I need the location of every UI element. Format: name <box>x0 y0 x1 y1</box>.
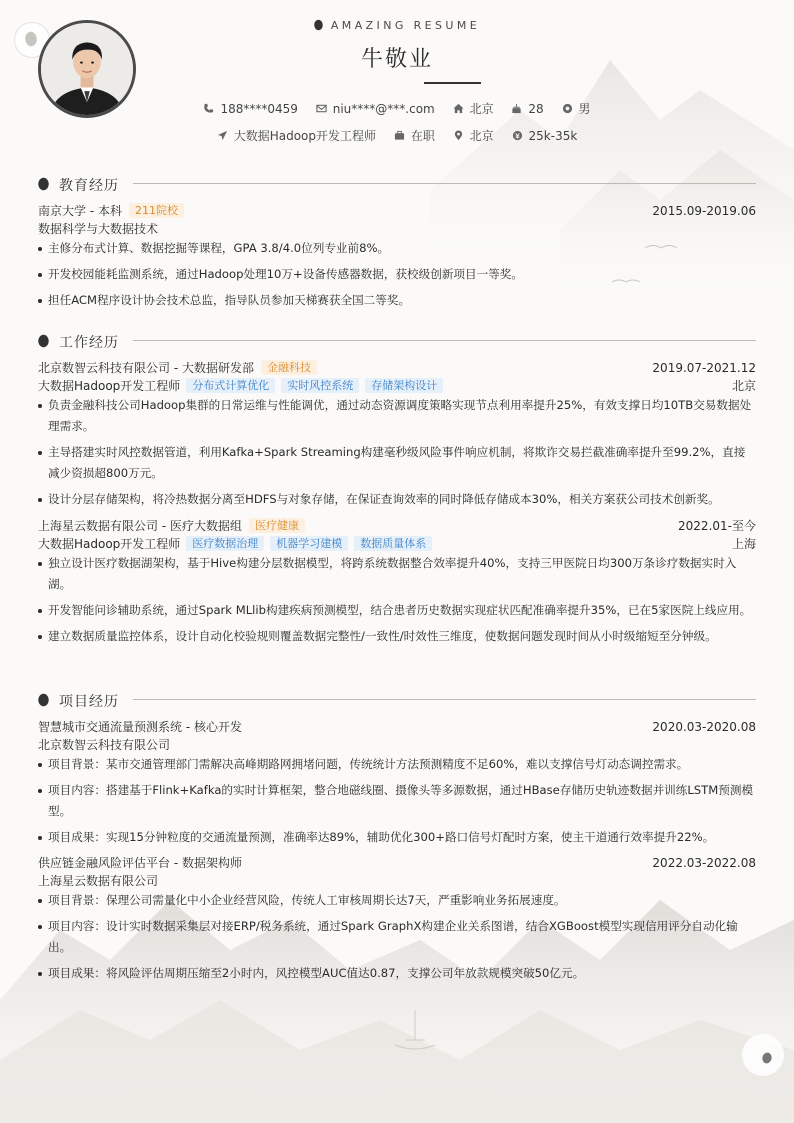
section-divider <box>133 699 756 700</box>
gender-icon <box>562 103 573 114</box>
section-divider <box>133 340 756 341</box>
decor-circle <box>742 1034 784 1076</box>
education-section-title: 教育经历 <box>38 174 756 194</box>
home-icon <box>453 103 464 114</box>
list-item: 项目内容：搭建基于Flink+Kafka的实时计算框架，整合地磁线圈、摄像头等多源数据，通过HBase存储历史轨迹数据并训练LSTM预测模型。 <box>38 780 756 822</box>
salary-info: 25k-35k <box>512 129 578 143</box>
skill-tag: 实时风控系统 <box>281 378 359 393</box>
candidate-name: 牛敬业 <box>360 47 433 72</box>
skill-tag: 数据质量体系 <box>354 536 432 551</box>
work-role-row <box>38 535 756 553</box>
ink-drop-icon <box>36 692 52 708</box>
work-entry <box>38 517 756 647</box>
list-item: 项目成果：将风险评估周期压缩至2小时内，风控模型AUC值达0.87，支撑公司年放款规模突破50亿元。 <box>38 963 756 984</box>
skill-tag: 机器学习建模 <box>270 536 348 551</box>
skill-tag: 分布式计算优化 <box>186 378 275 393</box>
job-role: 大数据Hadoop开发工程师 <box>38 537 181 551</box>
name-underline <box>424 82 481 84</box>
list-item: 建立数据质量监控体系，设计自动化校验规则覆盖数据完整性/一致性/时效性三维度，使数据问题发现时间从小时级缩短至分钟级。 <box>38 626 756 647</box>
list-item: 开发智能问诊辅助系统，通过Spark MLlib构建疾病预测模型，结合患者历史数据实现症状匹配准确率提升35%，已在5家医院上线应用。 <box>38 600 756 621</box>
work-role-row <box>38 377 756 395</box>
ink-drop-icon <box>36 176 52 192</box>
briefcase-icon <box>394 130 405 141</box>
project-section-title: 项目经历 <box>38 690 756 710</box>
project-company: 上海星云数据有限公司 <box>38 874 159 888</box>
company-name: 北京数智云科技有限公司 - 大数据研发部 <box>38 361 254 375</box>
phone-icon <box>203 103 214 114</box>
contact-row-2 <box>0 127 794 144</box>
project-header <box>38 718 756 736</box>
project-bullets <box>38 890 756 984</box>
work-header <box>38 359 756 377</box>
school-name: 南京大学 - 本科 <box>38 204 122 218</box>
ink-drop-icon <box>36 333 52 349</box>
skill-tag: 医疗数据治理 <box>186 536 264 551</box>
ink-drop-icon <box>312 18 325 31</box>
list-item: 设计分层存储架构，将冷热数据分离至HDFS与对象存储，在保证查询效率的同时降低存储成本30%，相关方案获公司技术创新奖。 <box>38 489 756 510</box>
hometown-info: 北京 <box>453 100 494 117</box>
work-city: 上海 <box>731 537 756 551</box>
skill-tag: 存储架构设计 <box>365 378 443 393</box>
project-entry <box>38 854 756 984</box>
list-item: 担任ACM程序设计协会技术总监，指导队员参加天梯赛获全国二等奖。 <box>38 290 756 311</box>
project-bullets <box>38 754 756 848</box>
contact-row-1 <box>0 100 794 117</box>
location-pin-icon <box>453 130 464 141</box>
list-item: 项目背景：保理公司需量化中小企业经营风险，传统人工审核周期长达7天，严重影响业务拓展速度。 <box>38 890 756 911</box>
list-item: 开发校园能耗监测系统，通过Hadoop处理10万+设备传感器数据，获校级创新项目一等奖。 <box>38 264 756 285</box>
major: 数据科学与大数据技术 <box>38 222 159 236</box>
list-item: 项目背景：某市交通管理部门需解决高峰期路网拥堵问题，传统统计方法预测精度不足60%，难以支撑信号灯动态调控需求。 <box>38 754 756 775</box>
project-header <box>38 854 756 872</box>
education-bullets <box>38 238 756 311</box>
school-tag: 211院校 <box>129 203 184 218</box>
list-item: 项目内容：设计实时数据采集层对接ERP/税务系统，通过Spark GraphX构建企业关系图谱，结合XGBoost模型实现信用评分自动化输出。 <box>38 916 756 958</box>
project-name: 智慧城市交通流量预测系统 - 核心开发 <box>38 720 242 734</box>
list-item: 独立设计医疗数据湖架构，基于Hive构建分层数据模型，将跨系统数据整合效率提升40%，支持三甲医院日均300万条诊疗数据实时入湖。 <box>38 553 756 595</box>
work-section-title: 工作经历 <box>38 331 756 351</box>
education-entry <box>38 202 756 311</box>
project-entry <box>38 718 756 848</box>
education-date: 2015.09-2019.06 <box>652 204 756 218</box>
industry-tag: 医疗健康 <box>249 518 305 533</box>
project-date: 2020.03-2020.08 <box>652 720 756 734</box>
job-role: 大数据Hadoop开发工程师 <box>38 379 181 393</box>
work-bullets <box>38 553 756 647</box>
list-item: 负责金融科技公司Hadoop集群的日常运维与性能调优，通过动态资源调度策略实现节点利用率提升25%，有效支撑日均10TB交易数据处理需求。 <box>38 395 756 437</box>
industry-tag: 金融科技 <box>261 360 317 375</box>
project-date: 2022.03-2022.08 <box>652 856 756 870</box>
list-item: 项目成果：实现15分钟粒度的交通流量预测，准确率达89%，辅助优化300+路口信号灯配时方案，使主干道通行效率提升22%。 <box>38 827 756 848</box>
work-header <box>38 517 756 535</box>
cake-icon <box>511 103 522 114</box>
project-company: 北京数智云科技有限公司 <box>38 738 171 752</box>
phone-info: 188****0459 <box>203 102 297 116</box>
age-info: 28 <box>511 102 543 116</box>
email-info: niu****@***.com <box>316 102 435 116</box>
work-date: 2022.01-至今 <box>678 519 756 533</box>
brand-title: AMAZING RESUME <box>0 19 794 32</box>
city-info: 北京 <box>453 127 494 144</box>
send-icon <box>217 130 228 141</box>
money-icon <box>512 130 523 141</box>
mail-icon <box>316 103 327 114</box>
list-item: 主修分布式计算、数据挖掘等课程，GPA 3.8/4.0位列专业前8%。 <box>38 238 756 259</box>
work-date: 2019.07-2021.12 <box>652 361 756 375</box>
education-header <box>38 202 756 220</box>
status-info: 在职 <box>394 127 435 144</box>
work-bullets <box>38 395 756 510</box>
company-name: 上海星云数据有限公司 - 医疗大数据组 <box>38 519 242 533</box>
section-divider <box>133 183 756 184</box>
work-entry <box>38 359 756 510</box>
list-item: 主导搭建实时风控数据管道，利用Kafka+Spark Streaming构建毫秒级风险事件响应机制，将欺诈交易拦截准确率提升至99.2%，直接减少资损超800万元。 <box>38 442 756 484</box>
work-city: 北京 <box>731 379 756 393</box>
target-position-info: 大数据Hadoop开发工程师 <box>217 127 376 144</box>
gender-info: 男 <box>562 100 591 117</box>
project-name: 供应链金融风险评估平台 - 数据架构师 <box>38 856 242 870</box>
